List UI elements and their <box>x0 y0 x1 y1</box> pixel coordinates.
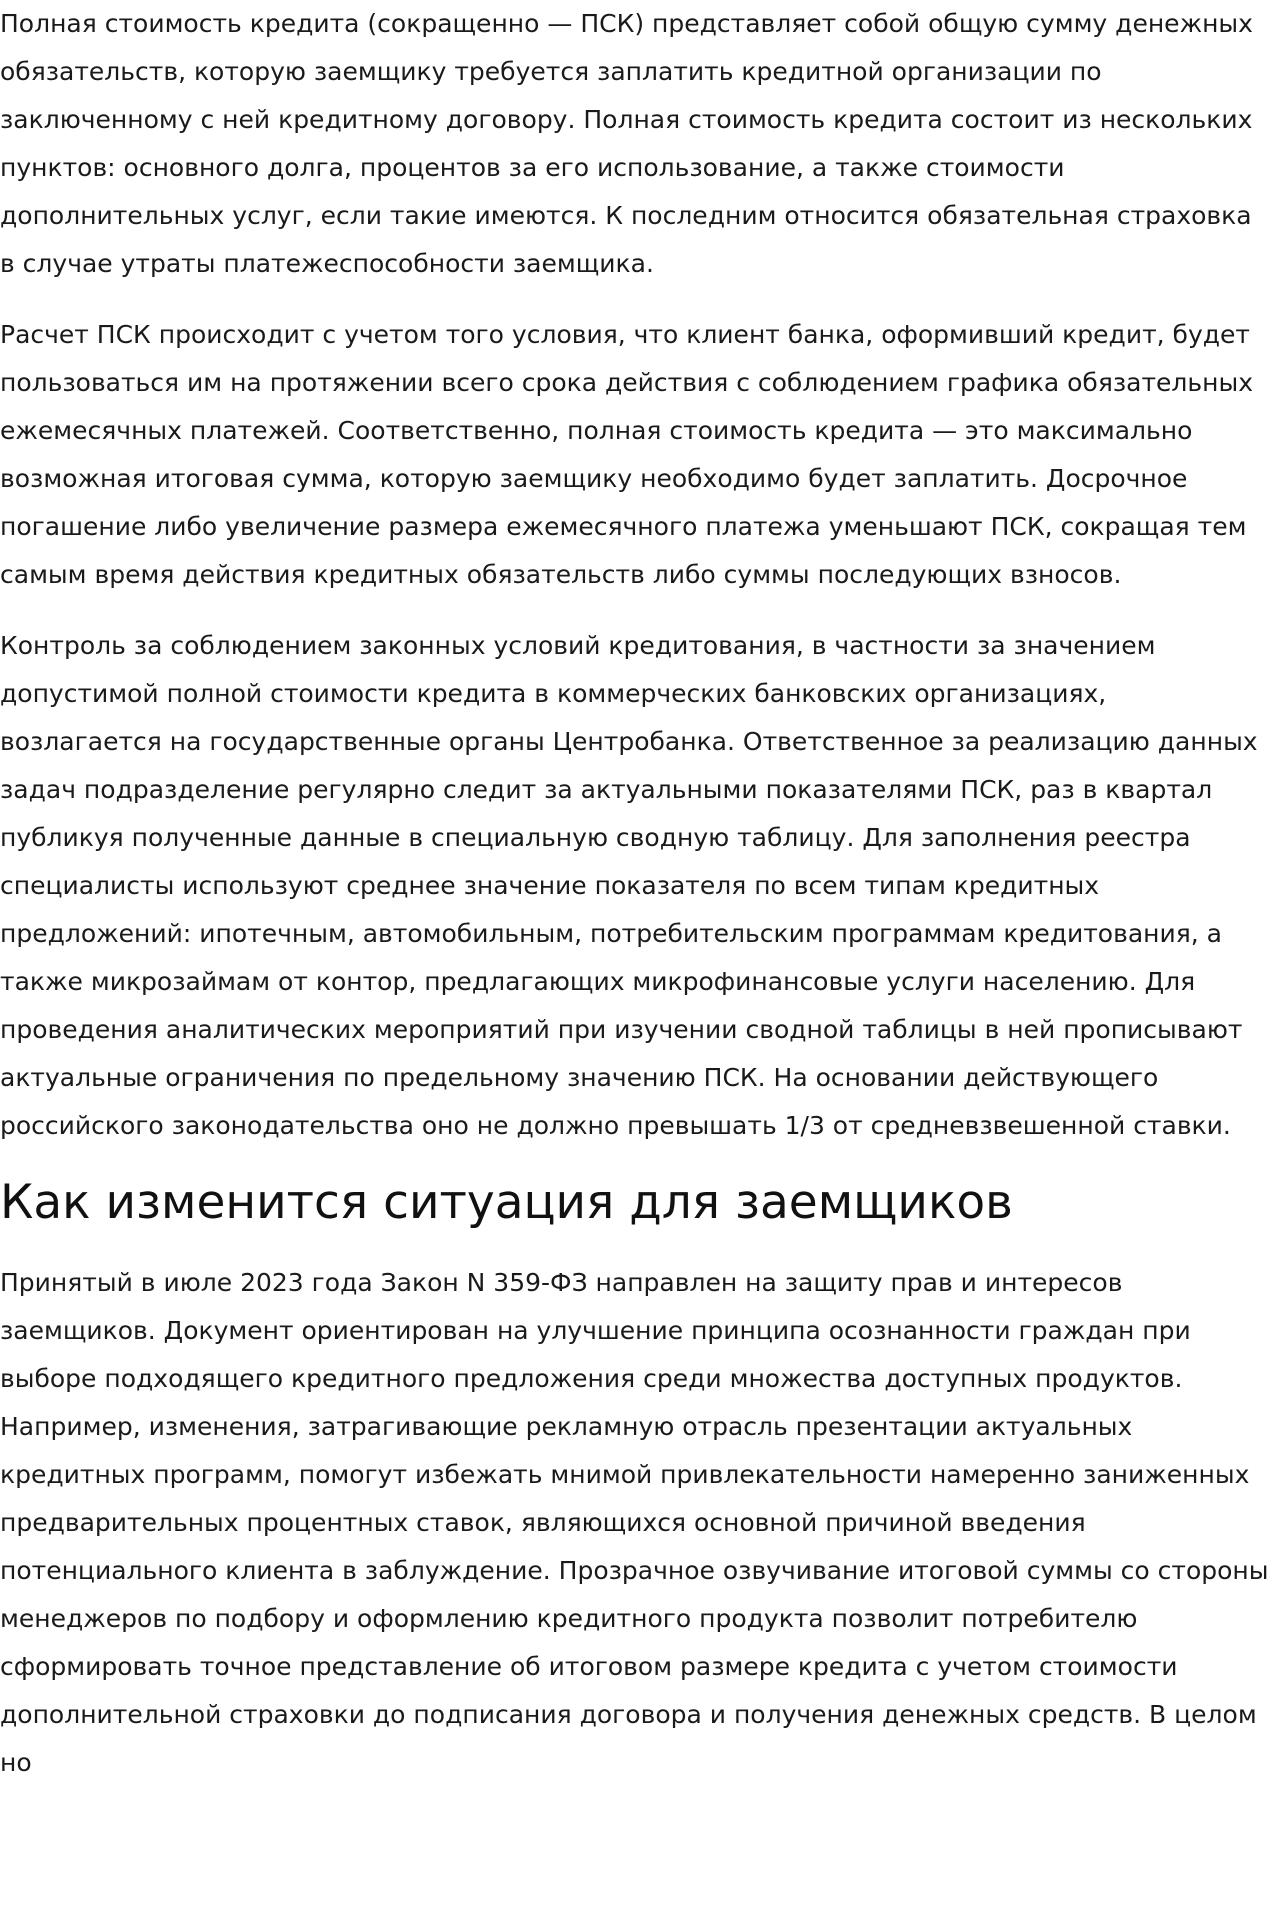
paragraph-psk-calculation: Расчет ПСК происходит с учетом того условия, что клиент банка, оформивший кредит, будет пользоваться им на протяжении всего срока действия с соблюдением графика обязательных ежемесячных платежей. Соответственно, полная стоимость кредита — это максимально возможная итоговая сумма, которую заемщику необходимо будет заплатить. Досрочное погашение либо увеличение размера ежемесячного платежа уменьшают ПСК, сокращая тем самым время действия кредитных обязательств либо суммы последующих взносов. <box>0 320 1254 589</box>
paragraph-psk-control: Контроль за соблюдением законных условий кредитования, в частности за значением допустимой полной стоимости кредита в коммерческих банковских организациях, возлагается на государственные органы Центробанка. Ответственное за реализацию данных задач подразделение регулярно следит за актуальными показателями ПСК, раз в квартал публикуя полученные данные в специальную сводную таблицу. Для заполнения реестра специалисты используют среднее значение показателя по всем типам кредитных предложений: ипотечным, автомобильным, потребительским программам кредитования, а также микрозаймам от контор, предлагающих микрофинансовые услуги населению. Для проведения аналитических мероприятий при изучении сводной таблицы в ней прописывают актуальные ограничения по предельному значению ПСК. На основании действующего российского законодательства оно не должно превышать 1/3 от средневзвешенной ставки. <box>0 631 1258 1140</box>
paragraph-psk-definition: Полная стоимость кредита (сокращенно — ПСК) представляет собой общую сумму денежных обязательств, которую заемщику требуется заплатить кредитной организации по заключенному с ней кредитному договору. Полная стоимость кредита состоит из нескольких пунктов: основного долга, процентов за его использование, а также стоимости дополнительных услуг, если такие имеются. К последним относится обязательная страховка в случае утраты платежеспособности заемщика. <box>0 9 1253 278</box>
section-heading: Как изменится ситуация для заемщиков <box>0 1175 1013 1230</box>
paragraph-law-359: Принятый в июле 2023 года Закон N 359-ФЗ направлен на защиту прав и интересов заемщиков. Документ ориентирован на улучшение принципа осознанности граждан при выборе подходящего кредитного предложения среди множества доступных продуктов. Например, изменения, затрагивающие рекламную отрасль презентации актуальных кредитных программ, помогут избежать мнимой привлекательности намеренно заниженных предварительных процентных ставок, являющихся основной причиной введения потенциального клиента в заблуждение. Прозрачное озвучивание итоговой суммы со стороны менеджеров по подбору и оформлению кредитного продукта позволит потребителю сформировать точное представление об итоговом размере кредита с учетом стоимости дополнительной страховки до подписания договора и получения денежных средств. В целом но <box>0 1268 1269 1777</box>
